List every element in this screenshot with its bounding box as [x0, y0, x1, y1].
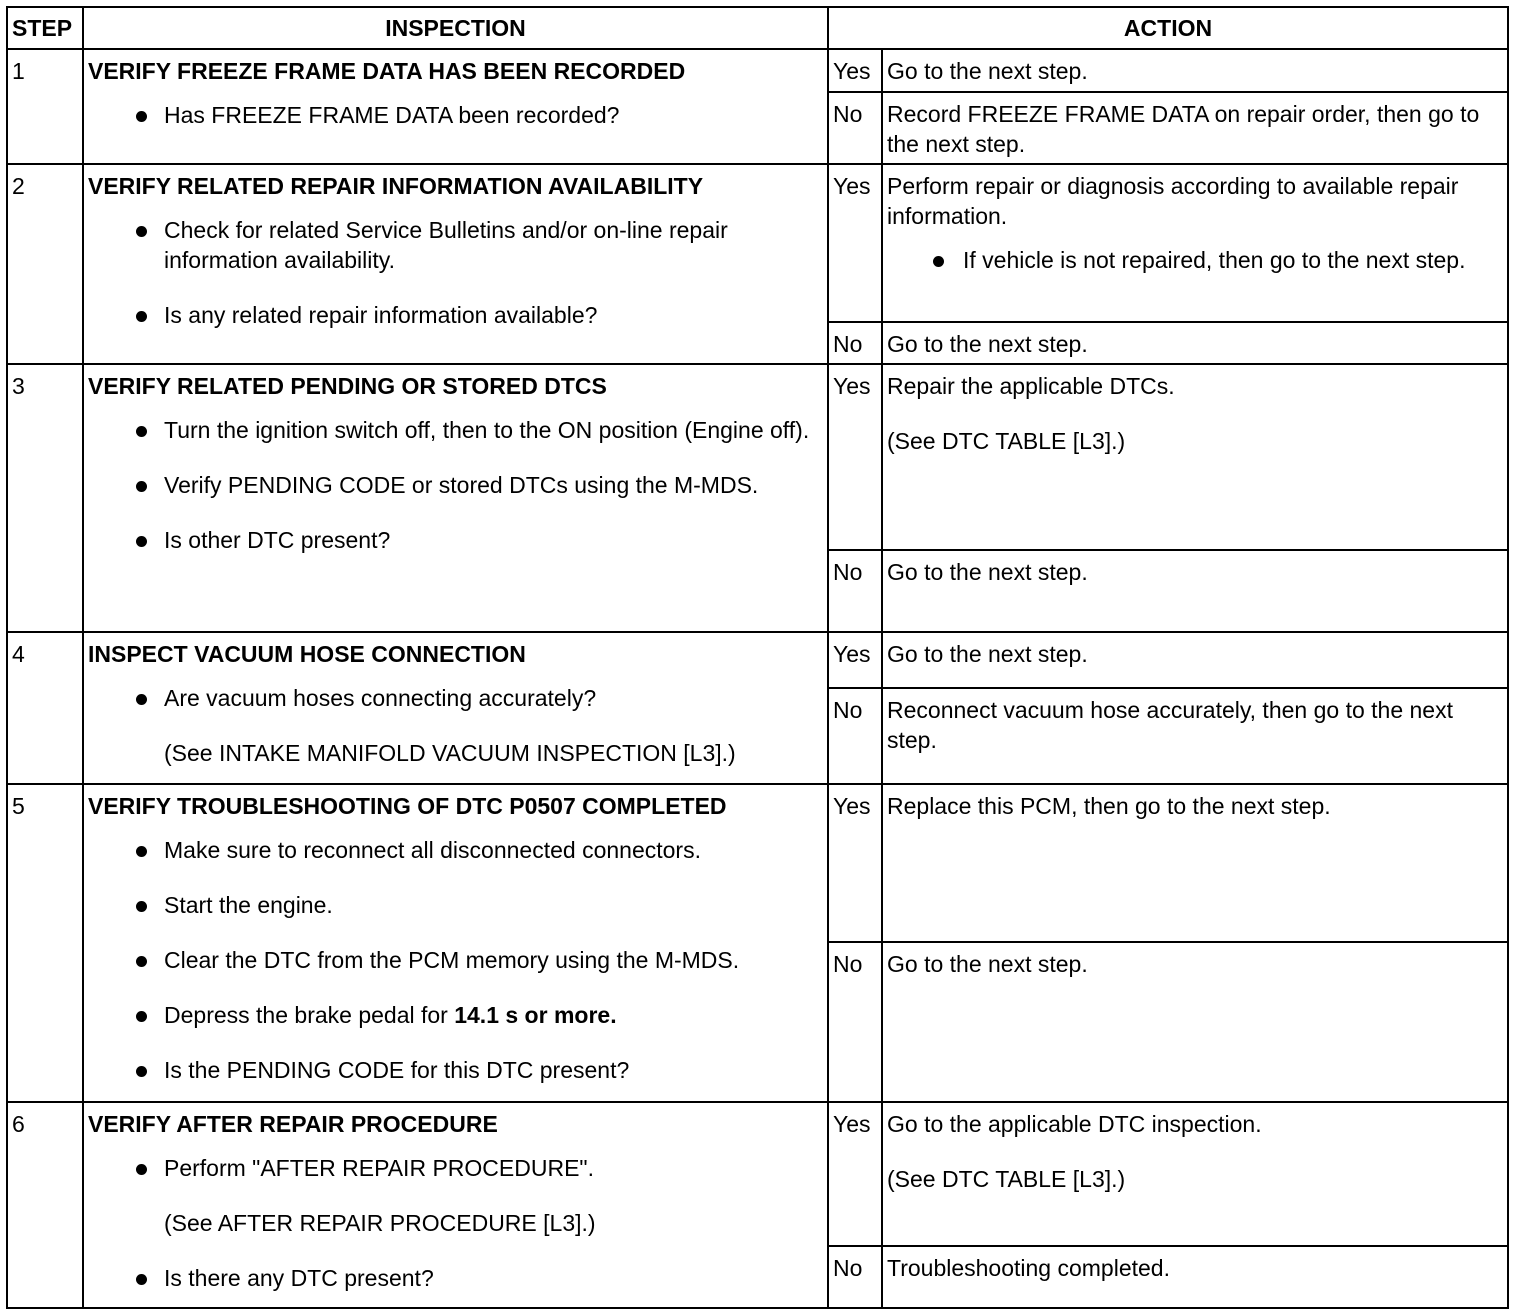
inspection-cell [83, 784, 828, 1102]
yes-action [882, 164, 1508, 322]
action-item: If vehicle is not repaired, then go to the next step. [887, 245, 1503, 275]
inspection-cell [83, 164, 828, 364]
header-inspection: INSPECTION [83, 7, 828, 49]
inspection-item [88, 1000, 823, 1030]
step-1-yes-row [7, 49, 1508, 92]
yes-action-reference: (See DTC TABLE [L3].) [887, 428, 1126, 454]
inspection-item: Check for related Service Bulletins and/or on-line repair information availability. [88, 215, 823, 275]
inspection-cell [83, 1102, 828, 1308]
inspection-note: (See AFTER REPAIR PROCEDURE [L3].) [164, 1210, 596, 1236]
yes-label: Yes [828, 1102, 882, 1246]
header-step: STEP [7, 7, 83, 49]
yes-label: Yes [828, 49, 882, 92]
inspection-list [88, 835, 823, 1085]
step-title: VERIFY RELATED REPAIR INFORMATION AVAILABILITY [88, 173, 704, 199]
yes-action-reference: (See DTC TABLE [L3].) [887, 1166, 1126, 1192]
action-list [887, 245, 1503, 275]
no-action: Go to the next step. [882, 550, 1508, 632]
step-title: INSPECT VACUUM HOSE CONNECTION [88, 641, 526, 667]
brake-duration: 14.1 s or more. [454, 1002, 617, 1028]
step-number: 4 [7, 632, 83, 784]
yes-action [882, 1102, 1508, 1246]
no-label: No [828, 92, 882, 164]
step-2-yes-row [7, 164, 1508, 322]
inspection-list [88, 1153, 823, 1293]
no-label: No [828, 1246, 882, 1308]
step-title: VERIFY FREEZE FRAME DATA HAS BEEN RECORDED [88, 58, 686, 84]
no-label: No [828, 322, 882, 364]
inspection-item: Has FREEZE FRAME DATA been recorded? [88, 100, 823, 130]
step-number: 6 [7, 1102, 83, 1308]
inspection-item: Perform "AFTER REPAIR PROCEDURE". [88, 1153, 823, 1183]
header-action: ACTION [828, 7, 1508, 49]
no-action: Record FREEZE FRAME DATA on repair order, then go to the next step. [882, 92, 1508, 164]
inspection-item: Is other DTC present? [88, 525, 823, 555]
step-5-yes-row [7, 784, 1508, 942]
yes-action-text: Go to the applicable DTC inspection. [887, 1111, 1262, 1137]
yes-action: Replace this PCM, then go to the next step. [882, 784, 1508, 942]
inspection-list [88, 415, 823, 555]
inspection-item: Make sure to reconnect all disconnected connectors. [88, 835, 823, 865]
step-number: 5 [7, 784, 83, 1102]
yes-label: Yes [828, 784, 882, 942]
step-number: 2 [7, 164, 83, 364]
inspection-item: Turn the ignition switch off, then to the ON position (Engine off). [88, 415, 823, 445]
yes-action-text: Repair the applicable DTCs. [887, 373, 1175, 399]
inspection-list [88, 100, 823, 130]
inspection-item: Is there any DTC present? [88, 1263, 823, 1293]
step-title: VERIFY TROUBLESHOOTING OF DTC P0507 COMPLETED [88, 793, 727, 819]
yes-label: Yes [828, 164, 882, 322]
inspection-cell [83, 632, 828, 784]
yes-action: Go to the next step. [882, 49, 1508, 92]
no-label: No [828, 550, 882, 632]
step-6-yes-row [7, 1102, 1508, 1246]
header-row [7, 7, 1508, 49]
step-number: 3 [7, 364, 83, 632]
no-action: Reconnect vacuum hose accurately, then go to the next step. [882, 688, 1508, 784]
no-label: No [828, 942, 882, 1102]
diagnostic-table [6, 6, 1509, 1309]
step-title: VERIFY AFTER REPAIR PROCEDURE [88, 1111, 498, 1137]
inspection-item: Is any related repair information available? [88, 300, 823, 330]
no-action: Go to the next step. [882, 942, 1508, 1102]
inspection-list [88, 683, 823, 768]
inspection-item: Verify PENDING CODE or stored DTCs using the M-MDS. [88, 470, 823, 500]
no-label: No [828, 688, 882, 784]
inspection-item: Are vacuum hoses connecting accurately? [88, 683, 823, 713]
step-3-yes-row [7, 364, 1508, 550]
yes-label: Yes [828, 364, 882, 550]
yes-label: Yes [828, 632, 882, 688]
inspection-cell [83, 49, 828, 164]
yes-action-text: Perform repair or diagnosis according to available repair information. [887, 173, 1459, 229]
step-title: VERIFY RELATED PENDING OR STORED DTCS [88, 373, 607, 399]
inspection-cell [83, 364, 828, 632]
inspection-list [88, 215, 823, 330]
brake-text: Depress the brake pedal for [164, 1002, 455, 1028]
yes-action [882, 364, 1508, 550]
inspection-item: Start the engine. [88, 890, 823, 920]
step-4-yes-row [7, 632, 1508, 688]
step-number: 1 [7, 49, 83, 164]
inspection-item: Clear the DTC from the PCM memory using the M-MDS. [88, 945, 823, 975]
no-action: Go to the next step. [882, 322, 1508, 364]
inspection-note: (See INTAKE MANIFOLD VACUUM INSPECTION [L3].) [164, 740, 736, 766]
yes-action: Go to the next step. [882, 632, 1508, 688]
no-action: Troubleshooting completed. [882, 1246, 1508, 1308]
inspection-item: Is the PENDING CODE for this DTC present? [88, 1055, 823, 1085]
